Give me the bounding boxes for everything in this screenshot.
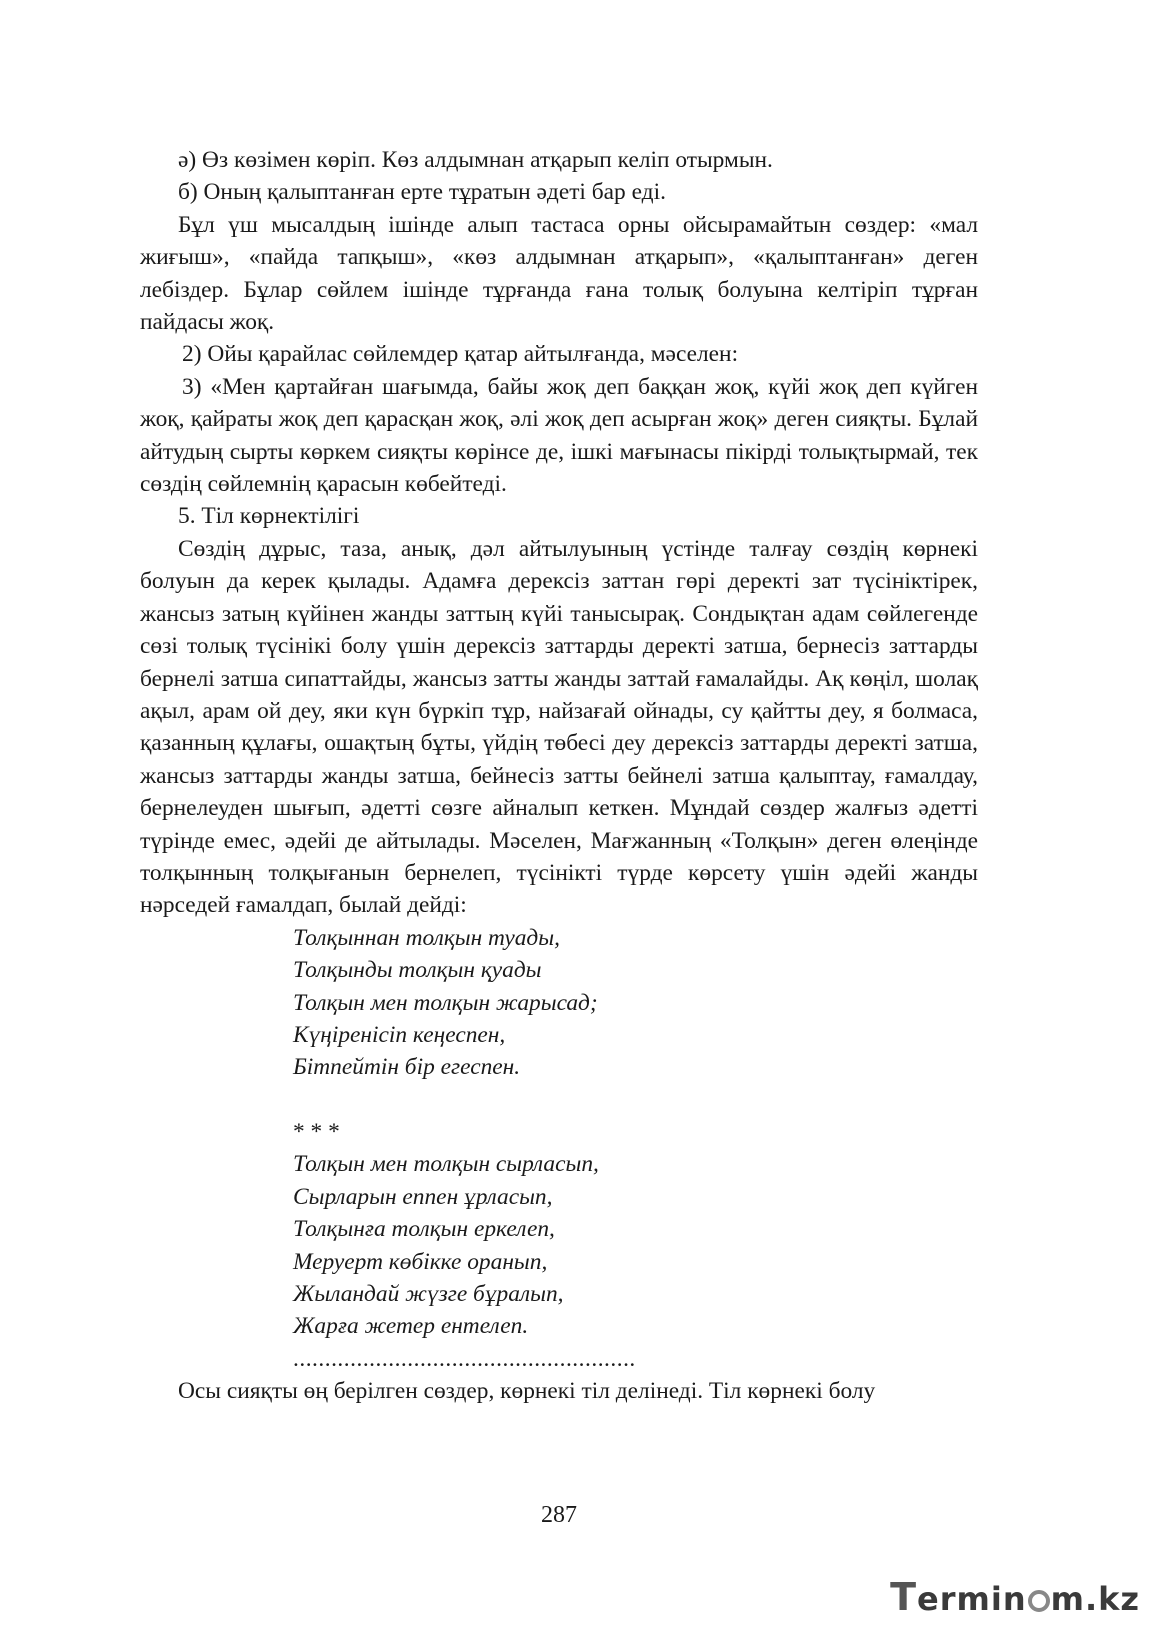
poem-line: Толқыннан толқын туады,: [293, 924, 560, 951]
paragraph-5: 3) «Мен қартайған шағымда, байы жоқ деп баққан жоқ, күйі жоқ деп күйген жоқ, қайраты жоқ деп қарасқан жоқ, әлі жоқ деп асырған жоқ» деген сияқты. Бұлай айтудың сырты көркем сияқты көрінсе де, ішкі мағынасы пікірді толықтырмай, тек сөздің сөйлемнің қарасын көбейтеді.: [140, 373, 978, 498]
paragraph-1: ә) Өз көзімен көріп. Көз алдымнан атқарып келіп отырмын.: [178, 147, 773, 173]
paragraph-4: 2) Ойы қарайлас сөйлемдер қатар айтылғанда, мәселен:: [182, 341, 739, 368]
poem-line: Толқынды толқын қуады: [293, 957, 542, 984]
page-number: 287: [541, 1502, 577, 1528]
watermark-o-icon: [1028, 1590, 1050, 1612]
poem-line: Күңіренісіп кеңеспен,: [293, 1021, 506, 1048]
poem-line: Толқын мен толқын сырласып,: [293, 1151, 599, 1178]
poem-line: Толқынға толқын еркелеп,: [293, 1216, 555, 1243]
poem-line: Меруерт көбікке оранып,: [293, 1248, 548, 1275]
poem-line: Толқын мен толқын жарысад;: [293, 989, 598, 1016]
ellipsis-line: ......................................................: [293, 1345, 636, 1372]
paragraph-2: б) Оның қалыптанған ерте тұратын әдеті бар еді.: [178, 179, 666, 206]
watermark-t: T: [890, 1575, 918, 1619]
watermark-text-1: ermin: [917, 1580, 1027, 1618]
stanza-gap: [293, 1084, 978, 1116]
poem: [293, 922, 978, 1375]
poem-line: Сырларын еппен ұрласып,: [293, 1183, 553, 1210]
paragraph-6: Сөздің дұрыс, таза, анық, дәл айтылуының үстінде талғау сөздің көрнекі болуын да керек қылады. Адамға дерексіз заттан гөрі деректі зат түсініктірек, жансыз затың күйінен жанды заттың күйі танысырақ. Сондықтан адам сөйлегенде сөзі толық түсінікі болу үшін дерексіз заттарды деректі затша, бернесіз заттарды бернелі затша сипаттайды, жансыз затты жанды заттай ғамалайды. Ақ көңіл, шолақ ақыл, арам ой деу, яки күн бүркіп тұр, найзағай ойнады, су қайтты деу, я болмаса, қазанның құлағы, ошақтың бұты, үйдің төбесі деу дерексіз заттарды деректі затша, жансыз заттарды жанды затша, бейнесіз затты бейнелі затша қалыптау, ғамалдау, бернелеуден шығып, әдетті сөзге айналып кеткен. Мұндай сөздер жалғыз әдетті түрінде емес, әдейі де айтылады. Мәселен, Мағжанның «Толқын» деген өлеңінде толқынның толқығанын бернелеп, түсінікті түрде көрсету үшін әдейі жанды нәрседей ғамалдап, былай дейді:: [140, 535, 978, 919]
site-watermark: [890, 1575, 1140, 1619]
watermark-text-2: m.kz: [1050, 1580, 1140, 1618]
poem-line: Бітпейтін бір егеспен.: [293, 1054, 521, 1081]
poem-line: Жыландай жүзге бұралып,: [293, 1281, 564, 1308]
stanza-separator: * * *: [293, 1119, 340, 1146]
poem-line: Жарға жетер ентелеп.: [293, 1313, 529, 1340]
body-text: [140, 144, 978, 1408]
last-line: Осы сияқты өң берілген сөздер, көрнекі тіл делінеді. Тіл көрнекі болу: [178, 1378, 876, 1405]
section-heading: 5. Тіл көрнектілігі: [178, 503, 360, 530]
paragraph-3: Бұл үш мысалдың ішінде алып тастаса орны ойсырамайтын сөздер: «мал жиғыш», «пайда тапқыш», «көз алдымнан атқарып», «қалыптанған» деген лебіздер. Бұлар сөйлем ішінде тұрғанда ғана толық болуына келтіріп тұрған пайдасы жоқ.: [140, 211, 978, 336]
